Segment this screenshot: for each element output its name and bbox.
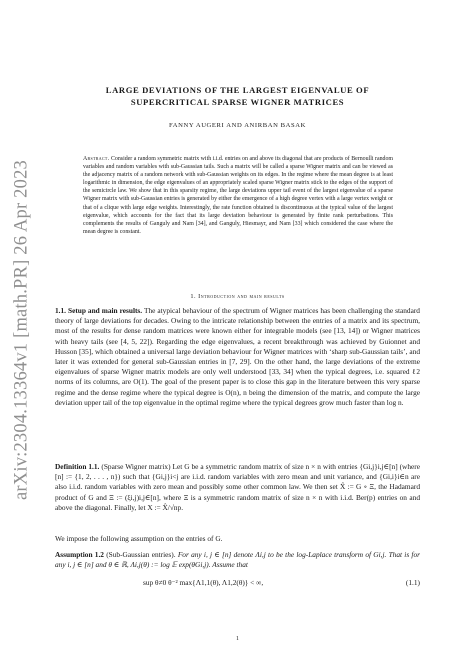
authors: FANNY AUGERI AND ANIRBAN BASAK <box>168 122 307 129</box>
assumption-text: For any i, j ∈ [n] denote Λi,j to be the log-Laplace transform of Gi,j. That is for any i, j ∈ [n] and θ ∈ ℝ, Λi,j(θ) := log 𝔼 exp(θGi,j). Assume that <box>55 550 420 570</box>
paper-title <box>55 84 420 108</box>
title-line-2: SUPERCRITICAL SPARSE WIGNER MATRICES <box>130 97 345 107</box>
intro-text: The atypical behaviour of the spectrum of Wigner matrices has been challenging the standard theory of large deviations for decades. Owing to the intricate relationship between the entries of a matrix and its spectrum, most of the results for dense random matrices were known either for integrable models (see [13, 14]) or Wigner matrices with heavy tails (see [4, 5, 22]). Regarding the edge eigenvalues, a recent breakthrough was achieved by Guionnet and Husson [35], which obtained a universal large deviation behaviour for Wigner matrices with ‘sharp sub-Gaussian tails’, and later it was extended for general sub-Gaussian entries in [7, 29]. On the other hand, the large deviations of the extreme eigenvalues of sparse Wigner matrix models are only well understood [33, 34] when the typical degrees, i.e. squared ℓ2 norms of its columns, are O(1). The goal of the present paper is to close this gap in the literature between this very sparse regime and the dense regime where the typical degree is O(n), n being the dimension of the matrix, and compute the large deviation upper tail of the top eigenvalue in the optimal regime where the typical degrees grow much faster than log n. <box>55 306 420 407</box>
paper-page <box>55 0 420 670</box>
assumption-heading: Assumption 1.2 <box>55 550 104 559</box>
equation-1-1 <box>55 574 420 598</box>
arxiv-identifier: arXiv:2304.13364v1 [math.PR] 26 Apr 2023 <box>11 160 32 500</box>
section-title: 1. Introduction and main results <box>190 293 285 300</box>
intro-paragraph <box>55 306 420 408</box>
title-line-1: LARGE DEVIATIONS OF THE LARGEST EIGENVALUE OF <box>105 85 370 95</box>
impose-line: We impose the following assumption on the entries of G. <box>55 534 223 543</box>
page-number: 1 <box>236 636 239 642</box>
abstract <box>83 155 393 236</box>
assumption-1-2 <box>55 550 420 570</box>
definition-1-1 <box>55 462 420 513</box>
abstract-lead: Abstract. <box>83 156 110 162</box>
definition-text: (Sparse Wigner matrix) Let G be a symmetric random matrix of size n × n with entries {Gi,j}i,j∈[n] (where [n] := {1, 2, . . . , n}) such that {Gi,j}i<j are i.i.d. random variables with zero mean and unit variance, and {Gi,i}i∈n are also i.i.d. random variables with zero mean and possibly some other common law. We then set X̂ := G ∘ Ξ, the Hadamard product of G and Ξ := (ξi,j)i,j∈[n], where Ξ is a symmetric random matrix of size n × n with i.i.d. Ber(p) entries on and above the diagonal. Finally, let X := X̂/√np. <box>55 462 420 512</box>
intro-heading: 1.1. Setup and main results. <box>55 306 143 315</box>
equation-body: sup θ≠0 θ⁻² max{Λ1,1(θ), Λ1,2(θ)} < ∞, <box>143 578 264 587</box>
assumption-label: (Sub-Gaussian entries). <box>106 550 176 559</box>
arxiv-stamp <box>0 0 44 670</box>
equation-number: (1.1) <box>405 578 420 587</box>
definition-heading: Definition 1.1. <box>55 462 100 471</box>
abstract-text: Consider a random symmetric matrix with i.i.d. entries on and above its diagonal that are products of Bernoulli random variables and random variables with sub-Gaussian tails. Such a matrix will be called a sparse Wigner matrix and can be viewed as the adjacency matrix of a random network with sub-Gaussian weights on its edges. In the regime where the mean degree is at least logarithmic in dimension, the edge eigenvalues of an appropriately scaled sparse Wigner matrix stick to the edges of the support of the semicircle law. We show that in this sparsity regime, the large deviations upper tail event of the largest eigenvalue of a sparse Wigner matrix with sub-Gaussian entries is generated by either the emergence of a high degree vertex with a large vertex weight or that of a clique with large edge weights. Interestingly, the rate function obtained is discontinuous at the typical value of the largest eigenvalue, which accounts for the fact that its large deviation behaviour is generated by finite rank perturbations. This complements the results of Ganguly and Nam [34], and Ganguly, Hiesmayr, and Nam [33] which considered the case where the mean degree is constant. <box>83 156 393 235</box>
